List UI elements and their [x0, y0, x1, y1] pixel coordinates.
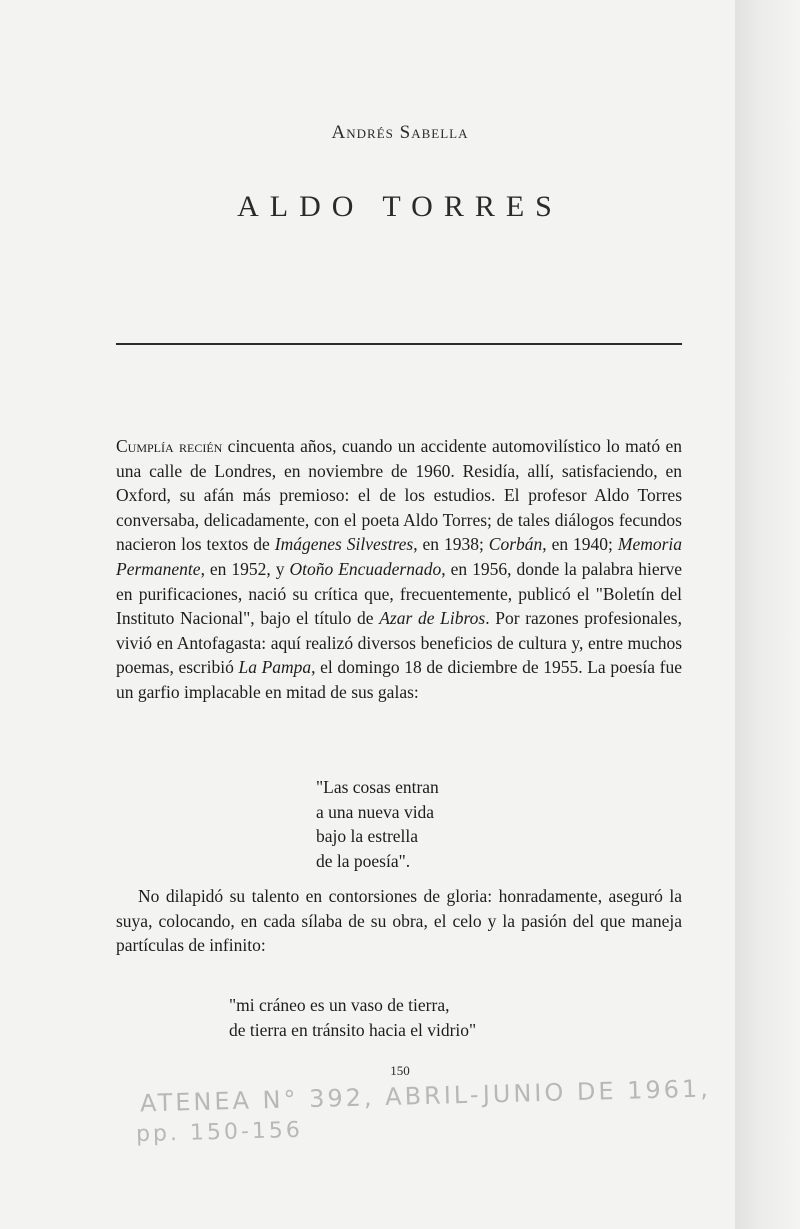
- paragraph-1-text-c: , en 1940;: [542, 534, 618, 555]
- author-name: Andrés Sabella: [331, 122, 469, 143]
- verse-line: a una nueva vida: [316, 801, 435, 822]
- book-title: Memoria Permanente: [116, 534, 683, 579]
- verse-quote-2: [229, 993, 476, 1042]
- book-title: Corbán: [488, 534, 543, 555]
- verse-quote-1: [316, 775, 439, 873]
- verse-line: "mi cráneo es un vaso de tierra,: [229, 995, 450, 1015]
- handwritten-pages: pp. 150-156: [135, 1117, 304, 1148]
- verse-line: "Las cosas entran: [316, 777, 439, 797]
- lead-words: Cumplía recién: [116, 436, 223, 456]
- book-title: Azar de Libros: [379, 608, 486, 629]
- paragraph-1: [116, 434, 682, 705]
- verse-line: de tierra en tránsito hacia el vidrio": [229, 1019, 477, 1040]
- paragraph-1-text-f: . Por razones profesionales, vivió en Antofagasta: aquí realizó diversos beneficios de cultura y, entre muchos poemas, escribió: [116, 608, 682, 678]
- verse-line: de la poesía".: [316, 850, 411, 871]
- paragraph-1-text-e: , en 1956, donde la palabra hierve en purificaciones, nació su crítica que, frecuentemente, publicó el "Boletín del Instituto Nacional", bajo el título de: [116, 558, 682, 629]
- title-divider: [116, 343, 682, 345]
- paragraph-1-text-g: , el domingo 18 de diciembre de 1955. La poesía fue un garfio implacable en mitad de sus galas:: [116, 657, 682, 702]
- paragraph-1-text-a: cincuenta años, cuando un accidente automovilístico lo mató en una calle de Londres, en noviembre de 1960. Residía, allí, satisfaciendo, en Oxford, su afán más premioso: el de los estudios. El profesor Aldo Torres conversaba, delicadamente, con el poeta Aldo Torres; de tales diálogos fecundos nacieron los textos de: [116, 436, 682, 555]
- paragraph-1-text-d: , en 1952, y: [200, 558, 290, 579]
- article-title: ALDO TORRES: [237, 190, 563, 223]
- paragraph-1-text-b: , en 1938;: [413, 534, 489, 555]
- book-title: Imágenes Silvestres: [274, 534, 414, 555]
- paragraph-2: No dilapidó su talento en contorsiones de gloria: honradamente, aseguró la suya, colocando, en cada sílaba de su obra, el celo y la pasión del que maneja partículas de infinito:: [116, 886, 682, 956]
- book-title: Otoño Encuadernado: [289, 558, 442, 579]
- page-number: 150: [390, 1063, 410, 1078]
- book-title: La Pampa: [238, 657, 312, 678]
- handwritten-citation: ATENEA N° 392, ABRIL-JUNIO DE 1961,: [139, 1074, 712, 1118]
- page-edge-shadow: [735, 0, 800, 1229]
- verse-line: bajo la estrella: [316, 826, 419, 847]
